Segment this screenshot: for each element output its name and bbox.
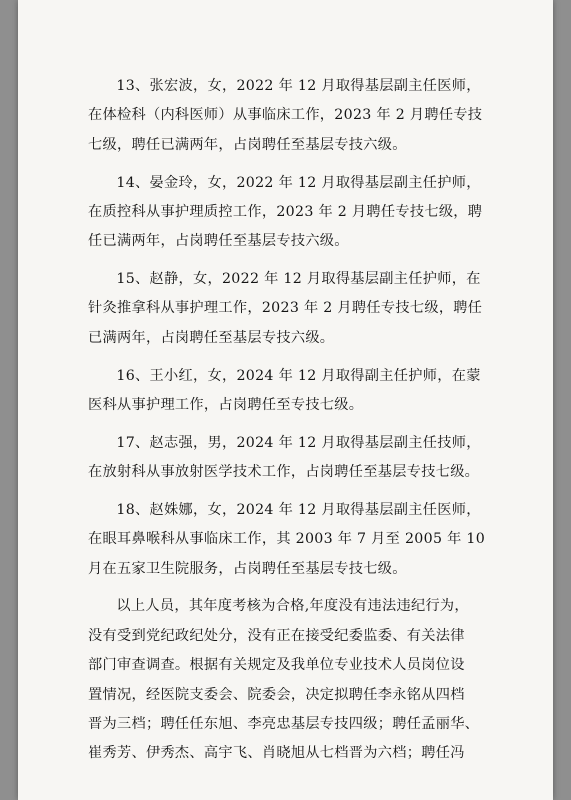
paragraph [88, 265, 508, 353]
text-line: 月在五家卫生院服务，占岗聘任至基层专技七级。 [88, 560, 407, 577]
text-line: 崔秀芳、伊秀杰、高宇飞、肖晓旭从七档晋为六档；聘任冯 [88, 745, 465, 762]
text-line: 医科从事护理工作，占岗聘任至专技七级。 [88, 396, 364, 413]
text-line: 没有受到党纪政纪处分，没有正在接受纪委监委、有关法律 [88, 627, 465, 644]
text-line: 已满两年，占岗聘任至基层专技六级。 [88, 329, 335, 346]
text-line: 在眼耳鼻喉科从事临床工作，其 2003 年 7 月至 2005 年 10 [88, 531, 486, 548]
document-body [88, 72, 508, 769]
text-line: 13、张宏波，女，2022 年 12 月取得基层副主任医师， [116, 78, 481, 94]
paragraph [88, 592, 508, 768]
text-line: 在放射科从事放射医学技术工作，占岗聘任至基层专技七级。 [88, 464, 480, 481]
text-line: 14、晏金玲，女，2022 年 12 月取得基层副主任护师， [116, 174, 481, 191]
text-line: 在质控科从事护理质控工作，2023 年 2 月聘任专技七级，聘 [88, 203, 483, 220]
text-line: 16、王小红，女，2024 年 12 月取得副主任护师，在蒙 [116, 367, 481, 384]
text-line: 17、赵志强，男，2024 年 12 月取得基层副主任技师， [116, 434, 481, 451]
paragraph [88, 496, 508, 584]
paragraph [88, 72, 508, 160]
text-line: 15、赵静，女，2022 年 12 月取得基层副主任护师，在 [116, 271, 481, 288]
text-line: 晋为三档；聘任任东旭、李亮忠基层专技四级；聘任孟丽华、 [88, 715, 480, 732]
paragraph [88, 169, 508, 257]
text-line: 七级，聘任已满两年，占岗聘任至基层专技六级。 [88, 136, 407, 153]
document-page [18, 0, 553, 800]
text-line: 18、赵姝娜，女，2024 年 12 月取得基层副主任医师， [116, 501, 481, 518]
text-line: 部门审查调查。根据有关规定及我单位专业技术人员岗位设 [88, 657, 465, 674]
text-line: 针灸推拿科从事护理工作，2023 年 2 月聘任专技七级，聘任 [88, 300, 483, 317]
text-line: 任已满两年，占岗聘任至基层专技六级。 [88, 233, 349, 250]
text-line: 置情况，经医院支委会、院委会，决定拟聘任李永铭从四档 [88, 686, 465, 703]
text-line: 以上人员，其年度考核为合格,年度没有违法违纪行为， [116, 598, 469, 615]
paragraph [88, 429, 508, 488]
paragraph [88, 362, 508, 421]
text-line: 在体检科（内科医师）从事临床工作，2023 年 2 月聘任专技 [88, 107, 483, 124]
